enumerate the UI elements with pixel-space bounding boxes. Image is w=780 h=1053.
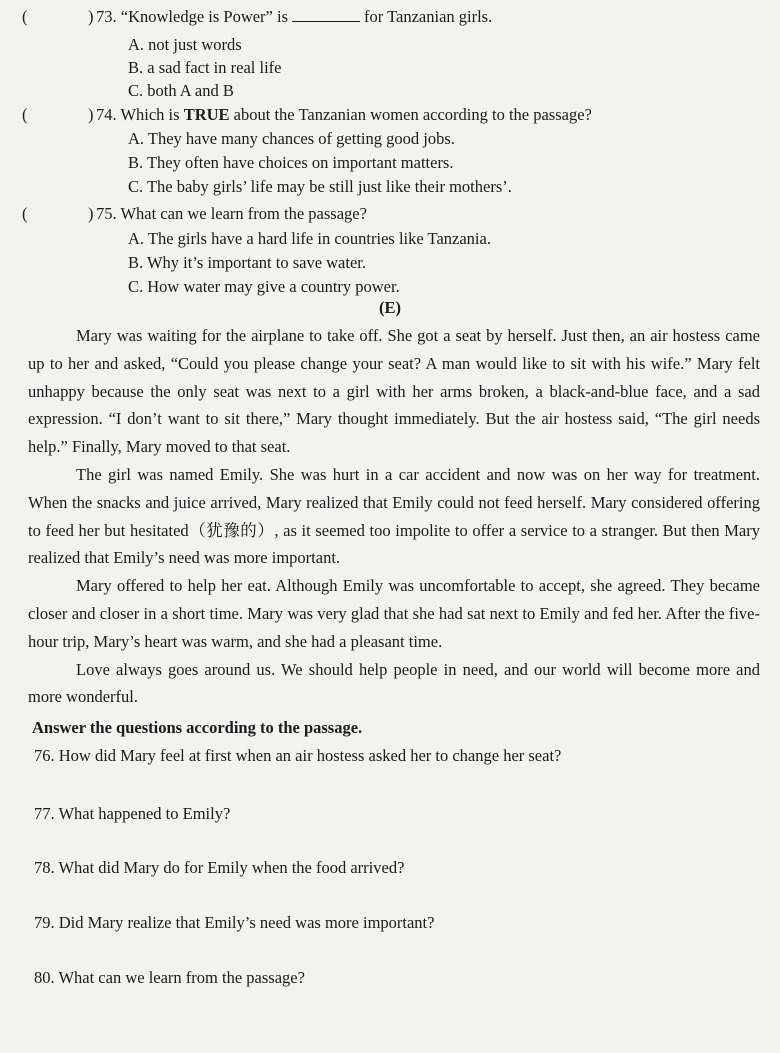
option-c: C. The baby girls’ life may be still just like their mothers’. [128,177,512,196]
stem-text-before: 74. Which is [96,105,180,124]
answer-paren-open: ( [22,204,28,223]
option-c: C. both A and B [128,81,234,100]
answer-question-77: 77. What happened to Emily? [34,804,231,823]
stem-text-after: for Tanzanian girls. [364,7,493,26]
question-stem [96,6,492,28]
option-b: B. They often have choices on important matters. [128,153,454,172]
passage-paragraph: Mary was waiting for the airplane to take off. She got a seat by herself. Just then, an air hostess came up to her and asked, “Could you please change your seat? A man would like to sit with his wife.” Mary felt unhappy because the only seat was next to a girl with her arms broken, a black-and-blue face, and a sad expression. “I don’t want to sit there,” Mary thought immediately. But the air hostess said, “The girl needs help.” Finally, Mary moved to that seat. [28,326,760,457]
answer-question-79: 79. Did Mary realize that Emily’s need was more important? [34,913,435,932]
question-stem [96,104,592,126]
stem-emphasis: TRUE [183,105,230,124]
stem-text-after: about the Tanzanian women according to the passage? [233,105,592,124]
option-a: A. The girls have a hard life in countries like Tanzania. [128,229,491,248]
answer-paren-close: ) [88,105,94,124]
answer-paren-open: ( [22,105,28,124]
section-title: (E) [379,298,401,317]
answer-question-78: 78. What did Mary do for Emily when the food arrived? [34,858,405,877]
option-c: C. How water may give a country power. [128,277,400,296]
answer-question-76: 76. How did Mary feel at first when an air hostess asked her to change her seat? [34,746,562,765]
option-b: B. Why it’s important to save water. [128,253,366,272]
passage-paragraph: Mary offered to help her eat. Although Emily was uncomfortable to accept, she agreed. They became closer and closer in a short time. Mary was very glad that she had sat next to Emily and fed her. After the five-hour trip, Mary’s heart was warm, and she had a pleasant time. [28,576,760,651]
fill-blank [292,7,360,22]
option-a: A. They have many chances of getting good jobs. [128,129,455,148]
passage-paragraph: Love always goes around us. We should help people in need, and our world will become more and more wonderful. [28,659,760,707]
task-instruction: Answer the questions according to the passage. [32,718,363,737]
answer-paren-close: ) [88,204,94,223]
answer-paren-open: ( [22,7,28,26]
answer-paren-close: ) [88,7,94,26]
option-a: A. not just words [128,35,242,54]
option-b: B. a sad fact in real life [128,58,282,77]
reading-passage [28,322,760,711]
stem-text-before: 73. “Knowledge is Power” is [96,7,289,26]
answer-question-80: 80. What can we learn from the passage? [34,968,305,987]
passage-paragraph: The girl was named Emily. She was hurt in a car accident and now was on her way for treatment. When the snacks and juice arrived, Mary realized that Emily could not feed herself. Mary considered offering to feed her but hesitated（犹豫的）, as it seemed too impolite to offer a service to a stranger. But then Mary realized that Emily’s need was more important. [28,464,760,568]
question-stem: 75. What can we learn from the passage? [96,204,367,223]
